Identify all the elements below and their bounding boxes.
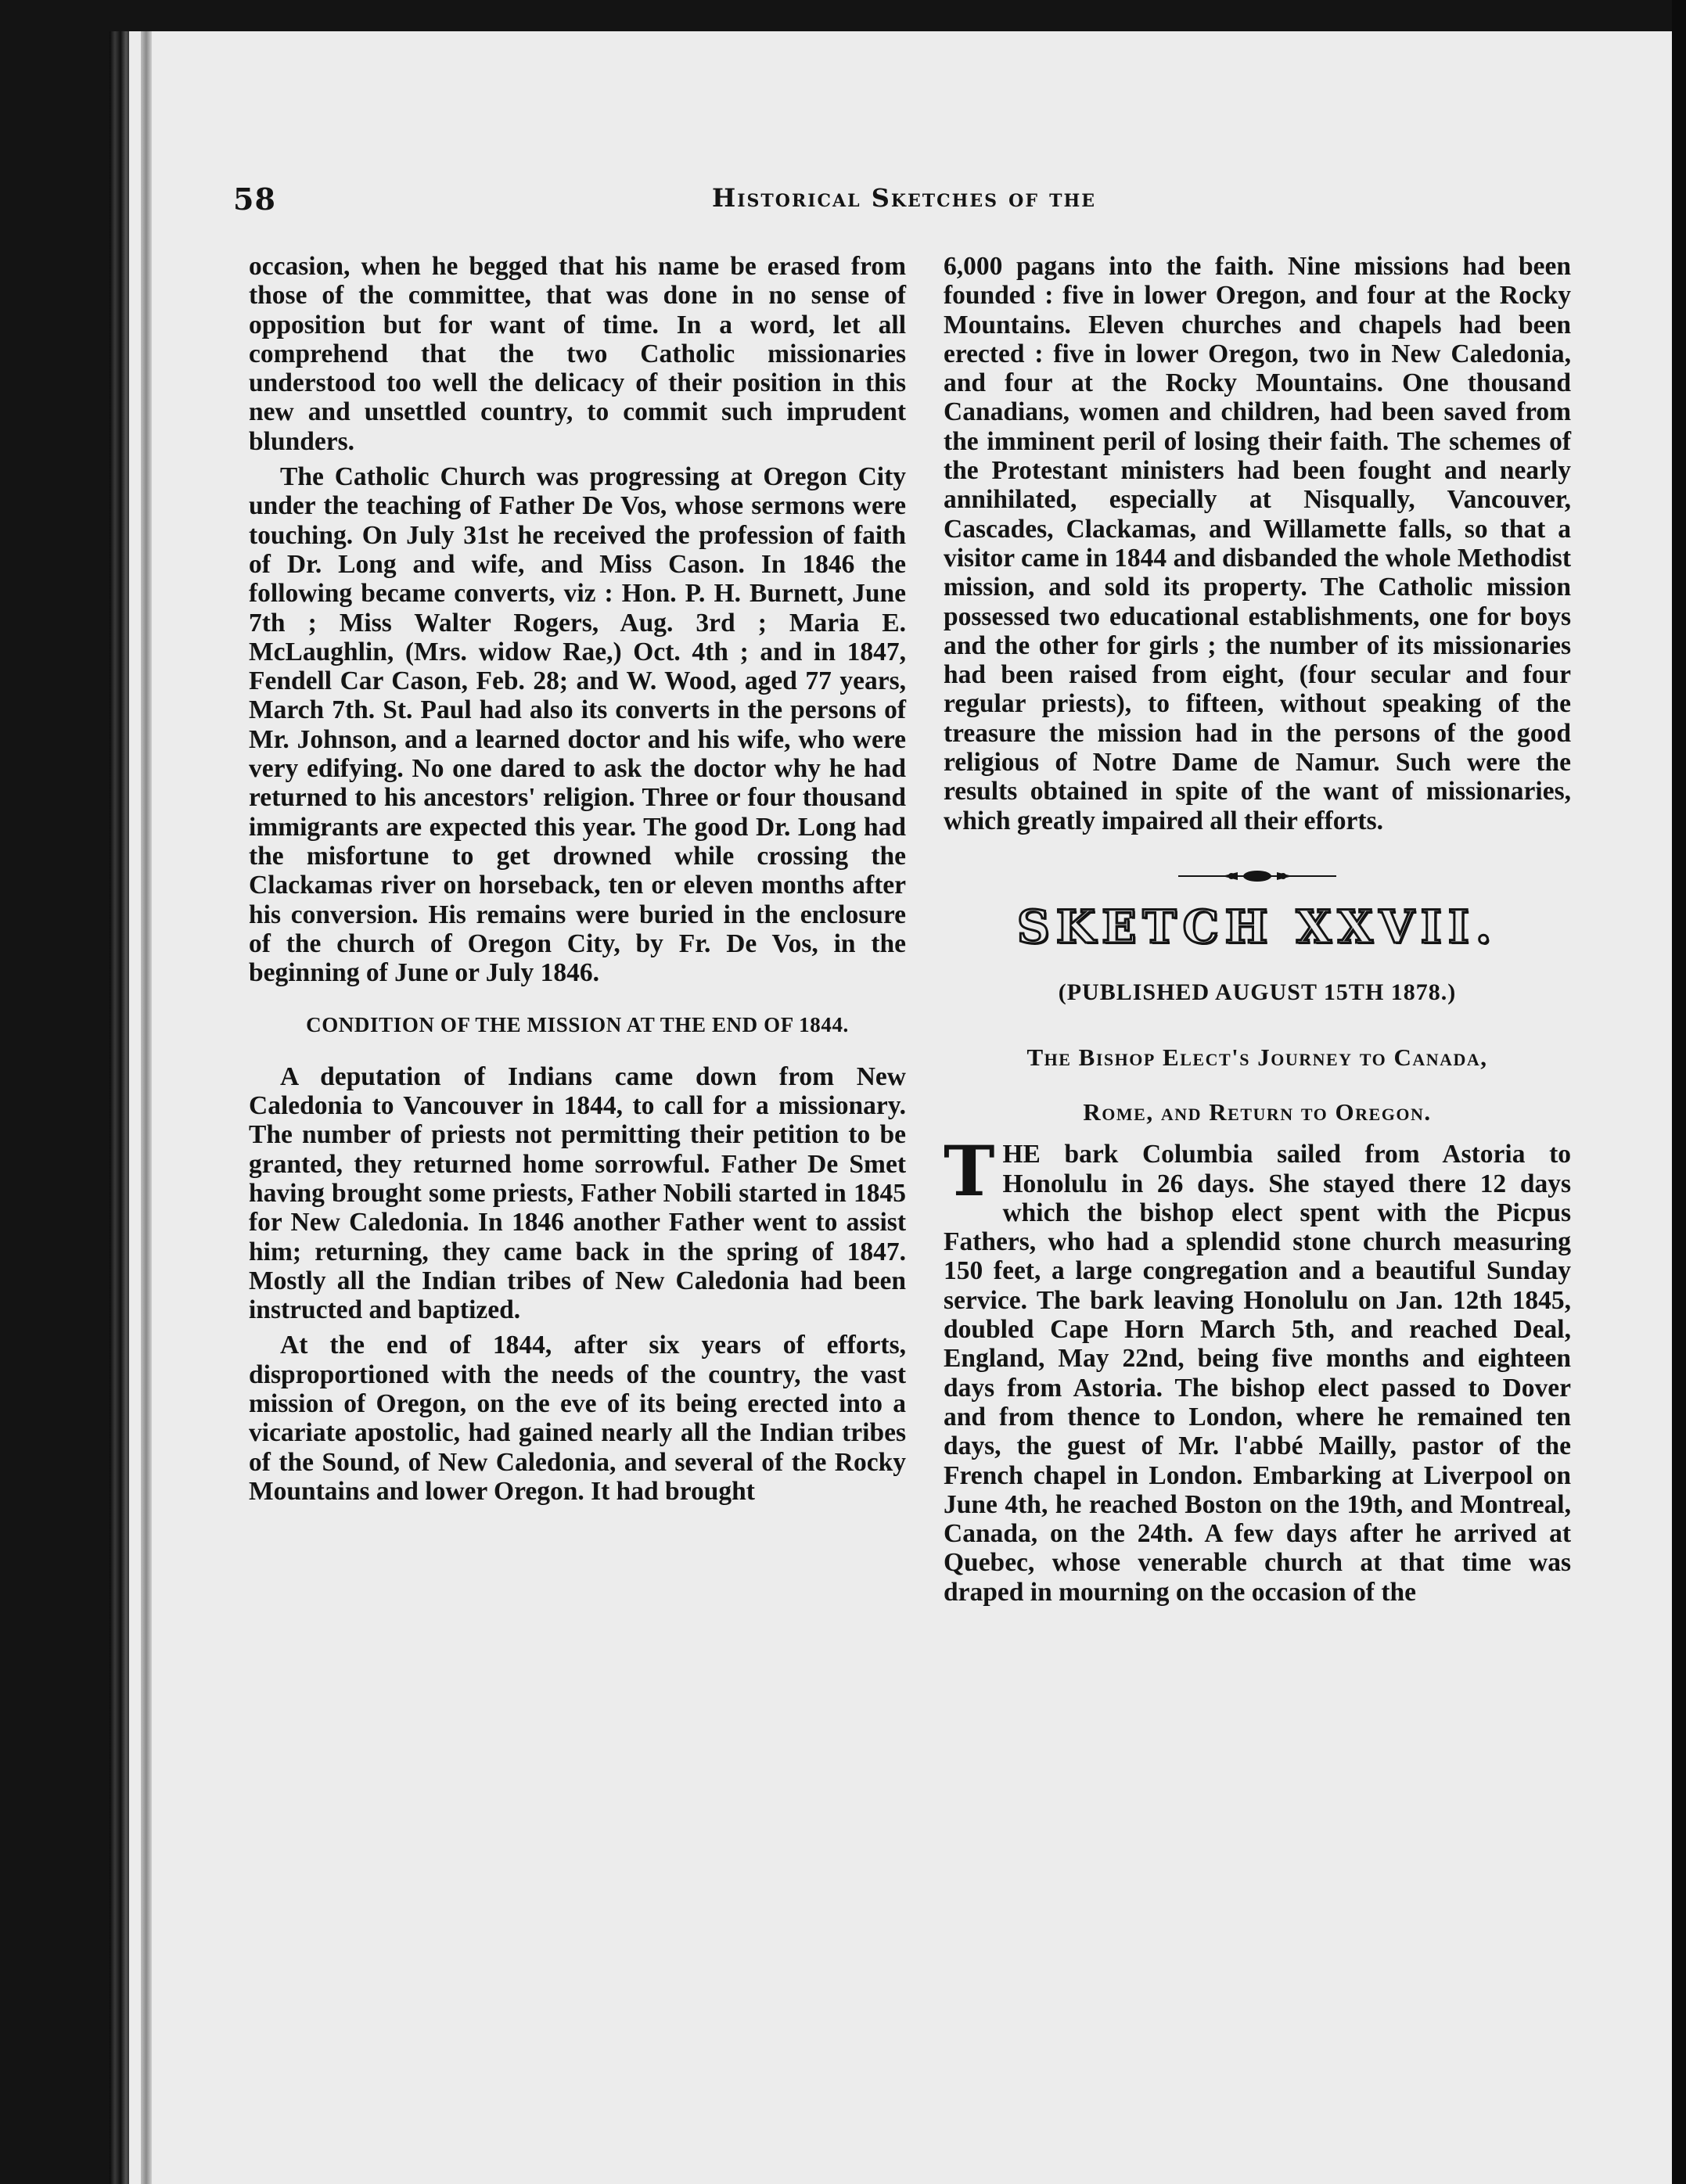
paragraph-end-of-1844: At the end of 1844, after six years of efforts, disproportioned with the needs of the country, the vast mission of Oregon, on the eve of its being erected into a vicariate apostolic, had gained nearly all the Indian tribes of the Sound, of New Caledonia, and several of the Rocky Mountains and lower Oregon. It had brought <box>249 1331 906 1506</box>
running-head: Historical Sketches of the <box>712 183 1097 213</box>
page-header <box>233 181 1149 225</box>
paragraph-journey <box>944 1130 1571 1607</box>
publication-date: (PUBLISHED AUGUST 15TH 1878.) <box>1058 979 1457 1005</box>
printer-ornament-icon <box>1175 870 1339 882</box>
right-column <box>944 252 1571 1607</box>
paragraph-deputation: A deputation of Indians came down from New Caledonia to Vancouver in 1844, to call for a missionary. The number of priests not permitting their petition to be granted, they returned home sorrowful. Father De Smet having brought some priests, Father Nobili started in 1845 for New Caledonia. In 1846 another Father went to assist him; returning, they came back in the spring of 1847. Mostly all the Indian tribes of New Caledonia had been instructed and baptized. <box>249 1061 906 1325</box>
paragraph-continued: occasion, when he begged that his name be erased from those of the committee, that was done in no sense of opposition but for want of time. In a word, let all comprehend that the two Catholic missionaries understood too well the delicacy of their position in this new and unsettled country, to commit such imprudent blunders. <box>249 252 906 456</box>
paragraph-mission-results: 6,000 pagans into the faith. Nine missions had been founded : five in lower Oregon, and four at the Rocky Mountains. Eleven churches and chapels had been erected : five in lower Oregon, two in New Caledonia, and four at the Rocky Mountains. One thousand Canadians, women and children, had been saved from the imminent peril of losing their faith. The schemes of the Protestant ministers had been fought and nearly annihilated, especially at Nisqually, Vancouver, Cascades, Clackamas, and Willamette falls, so that a visitor came in 1844 and disbanded the whole Methodist mission, and sold its property. The Catholic mission possessed two educational establishments, one for boys and the other for girls ; the number of its missionaries had been raised from eight, (four secular and four regular priests), to fifteen, without speaking of the treasure the mission had in the persons of the good religious of Notre Dame de Namur. Such were the results obtained in spite of the want of missionaries, which greatly impaired all their efforts. <box>944 252 1571 835</box>
page-number: 58 <box>233 181 276 217</box>
sketch-title: SKETCH XXVII. <box>1016 900 1498 954</box>
book-binding-edge <box>110 31 131 2184</box>
scan-border <box>1672 0 1686 2184</box>
paragraph-journey-text: HE bark Columbia sailed from Astoria to Honolulu in 26 days. She stayed there 12 days which the bishop elect spent with the Picpus Fathers, who had a splendid stone church measuring 150 feet, a large congregation and a beautiful Sunday service. The bark leaving Honolulu on Jan. 12th 1845, doubled Cape Horn March 5th, and reached Deal, England, May 22nd, being five months and eighteen days from Astoria. The bishop elect passed to Dover and from thence to London, where he remained ten days, the guest of Mr. l'abbé Mailly, pastor of the French chapel in London. Embarking at Liverpool on June 4th, he reached Boston on the 19th, and Montreal, Canada, on the 24th. A few days after he arrived at Quebec, whose venerable church at that time was draped in mourning on the occasion of the <box>944 1140 1571 1607</box>
paragraph-oregon-city-converts: The Catholic Church was progressing at Oregon City under the teaching of Father De Vos, whose sermons were touching. On July 31st he received the profession of faith of Dr. Long and wife, and Miss Cason. In 1846 the following became converts, viz : Hon. P. H. Burnett, June 7th ; Miss Walter Rogers, Aug. 3rd ; Maria E. McLaughlin, (Mrs. widow Rae,) Oct. 4th ; and in 1847, Fendell Car Cason, Feb. 28; and W. Wood, aged 77 years, March 7th. St. Paul had also its converts in the persons of Mr. Johnson, and a learned doctor and his wife, who were very edifying. No one dared to ask the doctor why he had returned to his ancestors' religion. Three or four thousand immigrants are expected this year. The good Dr. Long had the misfortune to get drowned while crossing the Clackamas river on horseback, ten or eleven months after his conversion. His remains were buried in the enclosure of the church of Oregon City, by Fr. De Vos, in the beginning of June or July 1846. <box>249 462 906 988</box>
chapter-subtitle-line-2: Rome, and Return to Oregon. <box>1083 1098 1432 1126</box>
chapter-subtitle-line-1: The Bishop Elect's Journey to Canada, <box>1026 1044 1488 1072</box>
section-heading: CONDITION OF THE MISSION AT THE END OF 1844. <box>306 1013 849 1037</box>
drop-cap: T <box>944 1130 995 1212</box>
page-gutter <box>141 31 152 2184</box>
left-column <box>249 252 906 1506</box>
